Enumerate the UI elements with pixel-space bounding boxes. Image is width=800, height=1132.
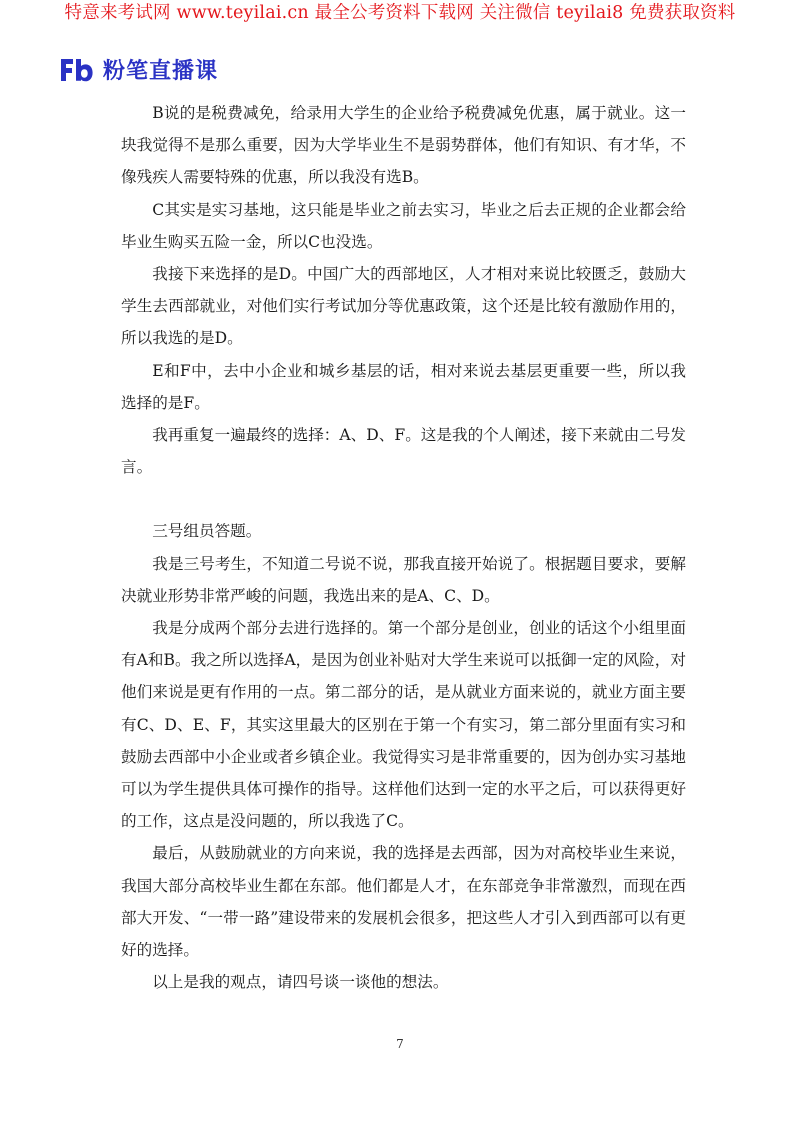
paragraph: 我再重复一遍最终的选择：A、D、F。这是我的个人阐述，接下来就由二号发言。 [121,426,686,477]
paragraph: 以上是我的观点，请四号谈一谈他的想法。 [152,973,449,992]
section-heading: 三号组员答题。 [152,522,262,541]
paragraph: C其实是实习基地，这只能是毕业之前去实习，毕业之后去正规的企业都会给毕业生购买五险一金，所以C也没选。 [121,200,686,251]
brand-logo [57,52,218,86]
paragraph: 最后，从鼓励就业的方向来说，我的选择是去西部，因为对高校毕业生来说，我国大部分高校毕业生都在东部。他们都是人才，在东部竞争非常激烈，而现在西部大开发、“一带一路”建设带来的发展机会很多，把这些人才引入到西部可以有更好的选择。 [121,844,686,960]
fb-logo-icon [57,54,95,84]
document-body [121,97,686,998]
paragraph: 我接下来选择的是D。中国广大的西部地区，人才相对来说比较匮乏，鼓励大学生去西部就业，对他们实行考试加分等优惠政策，这个还是比较有激励作用的，所以我选的是D。 [121,265,686,348]
paragraph: 我是分成两个部分去进行选择的。第一个部分是创业，创业的话这个小组里面有A和B。我之所以选择A，是因为创业补贴对大学生来说可以抵御一定的风险，对他们来说是更有作用的一点。第二部分的话，是从就业方面来说的，就业方面主要有C、D、E、F，其实这里最大的区别在于第一个有实习，第二部分里面有实习和鼓励去西部中小企业或者乡镇企业。我觉得实习是非常重要的，因为创办实习基地可以为学生提供具体可操作的指导。这样他们达到一定的水平之后，可以获得更好的工作，这点是没问题的，所以我选了C。 [121,619,686,831]
paragraph: 我是三号考生，不知道二号说不说，那我直接开始说了。根据题目要求，要解决就业形势非常严峻的问题，我选出来的是A、C、D。 [121,554,686,605]
header-banner: 特意来考试网 www.teyilai.cn 最全公考资料下载网 关注微信 teyilai8 免费获取资料 [64,3,736,23]
page-number: 7 [396,1037,404,1051]
paragraph: B说的是税费减免，给录用大学生的企业给予税费减免优惠，属于就业。这一块我觉得不是那么重要，因为大学毕业生不是弱势群体，他们有知识、有才华，不像残疾人需要特殊的优惠，所以我没有选B。 [121,104,686,187]
paragraph: E和F中，去中小企业和城乡基层的话，相对来说去基层更重要一些，所以我选择的是F。 [121,361,686,412]
brand-name: 粉笔直播课 [103,58,219,84]
